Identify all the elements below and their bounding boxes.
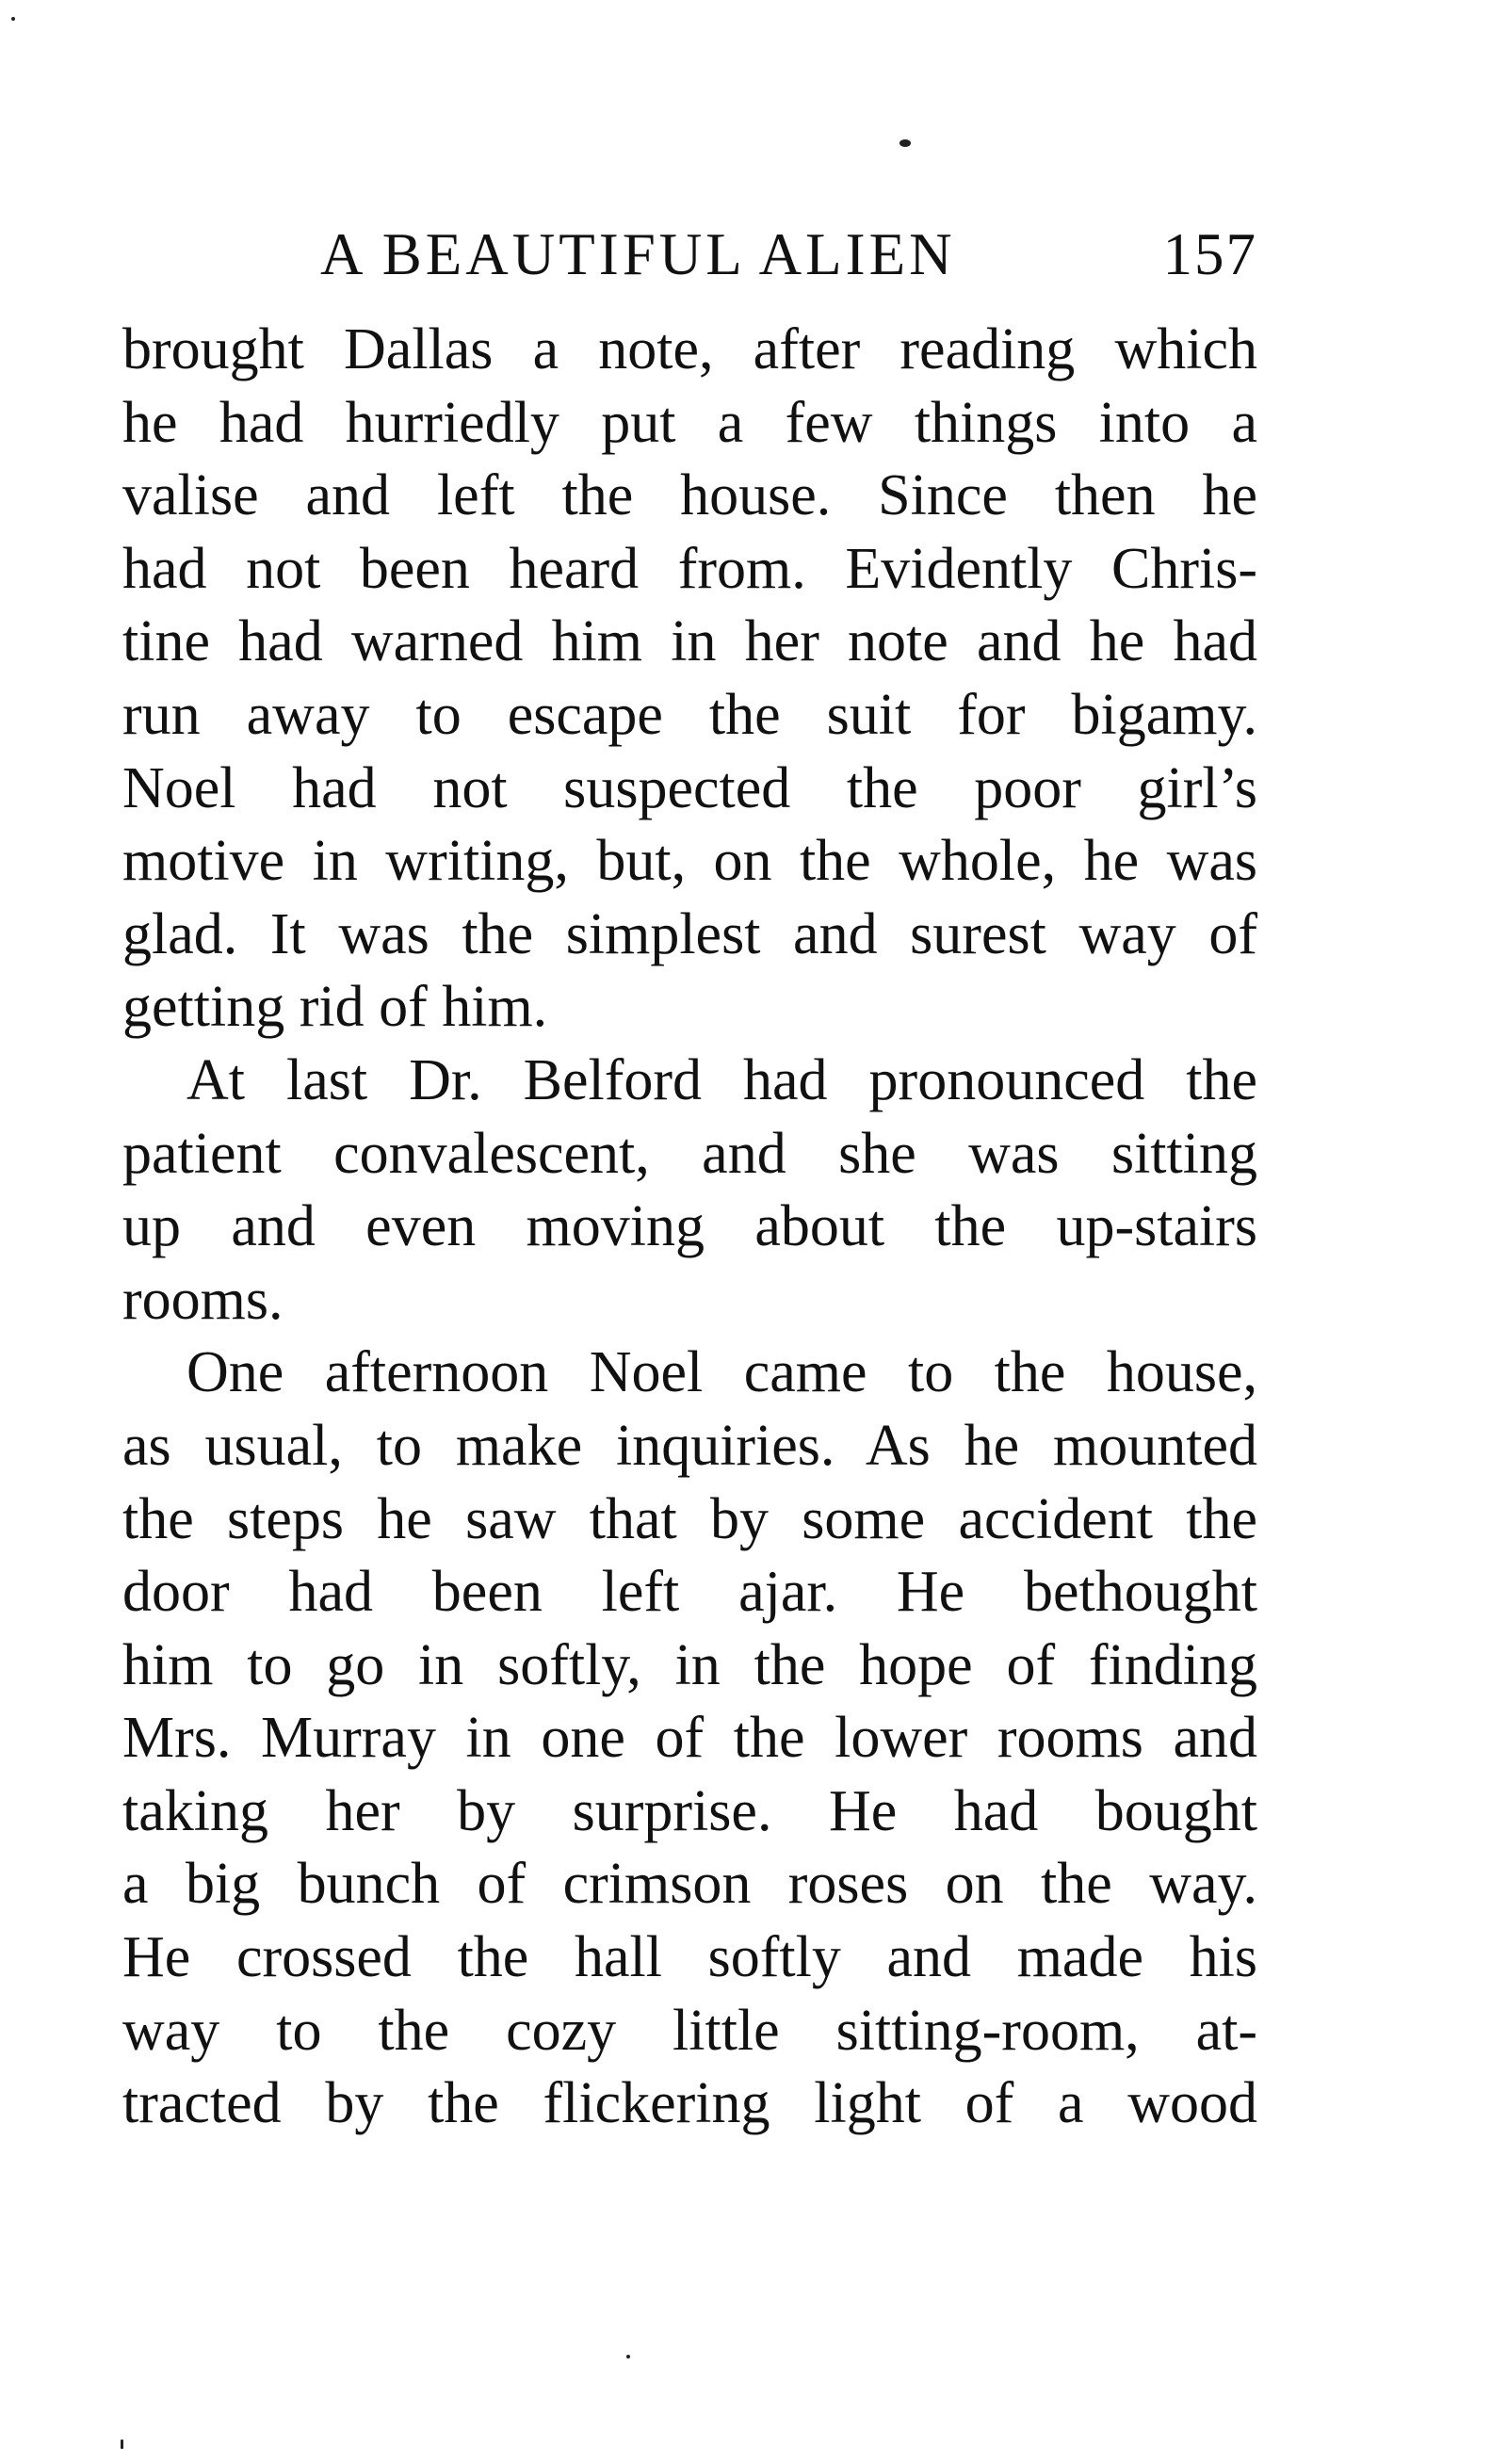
- text-line: glad. It was the simplest and surest way of: [122, 901, 1257, 966]
- text-line: brought Dallas a note, after reading which: [122, 317, 1257, 381]
- text-line: Mrs. Murray in one of the lower rooms and: [122, 1706, 1257, 1771]
- text-line: he had hurriedly put a few things into a: [122, 390, 1257, 455]
- text-line: tine had warned him in her note and he had: [122, 609, 1257, 674]
- text-line: valise and left the house. Since then he: [122, 463, 1257, 528]
- text-line: patient convalescent, and she was sitting: [122, 1121, 1257, 1186]
- paragraph: [122, 1045, 1257, 1337]
- paragraph: [122, 314, 1257, 1045]
- page-number: 157: [1162, 221, 1257, 287]
- text-line: tracted by the flickering light of a wood: [122, 2071, 1257, 2136]
- text-line: way to the cozy little sitting-room, at-: [122, 1998, 1257, 2063]
- ink-speck: [899, 139, 911, 147]
- ink-speck: [626, 2355, 630, 2359]
- text-line: a big bunch of crimson roses on the way.: [122, 1852, 1257, 1917]
- text-line: He crossed the hall softly and made his: [122, 1925, 1257, 1990]
- text-line: At last Dr. Belford had pronounced the: [186, 1047, 1257, 1112]
- text-line: rooms.: [122, 1267, 284, 1332]
- text-line: taking her by surprise. He had bought: [122, 1778, 1257, 1843]
- text-line: up and even moving about the up-stairs: [122, 1194, 1257, 1259]
- text-line: getting rid of him.: [122, 975, 548, 1040]
- paragraph: [122, 1337, 1257, 2141]
- text-line: the steps he saw that by some accident the: [122, 1486, 1257, 1551]
- ink-speck: [121, 2440, 123, 2449]
- text-line: motive in writing, but, on the whole, he was: [122, 829, 1257, 894]
- running-title: A BEAUTIFUL ALIEN: [320, 221, 956, 287]
- page-header: [122, 212, 1257, 297]
- text-line: as usual, to make inquiries. As he mounted: [122, 1413, 1257, 1478]
- ink-speck: [11, 17, 15, 21]
- text-line: One afternoon Noel came to the house,: [186, 1340, 1257, 1405]
- text-line: had not been heard from. Evidently Chris-: [122, 536, 1257, 601]
- text-line: run away to escape the suit for bigamy.: [122, 682, 1257, 747]
- text-line: Noel had not suspected the poor girl’s: [122, 755, 1257, 820]
- text-line: him to go in softly, in the hope of finding: [122, 1632, 1257, 1697]
- text-line: door had been left ajar. He bethought: [122, 1560, 1257, 1625]
- body-text: [122, 314, 1257, 2141]
